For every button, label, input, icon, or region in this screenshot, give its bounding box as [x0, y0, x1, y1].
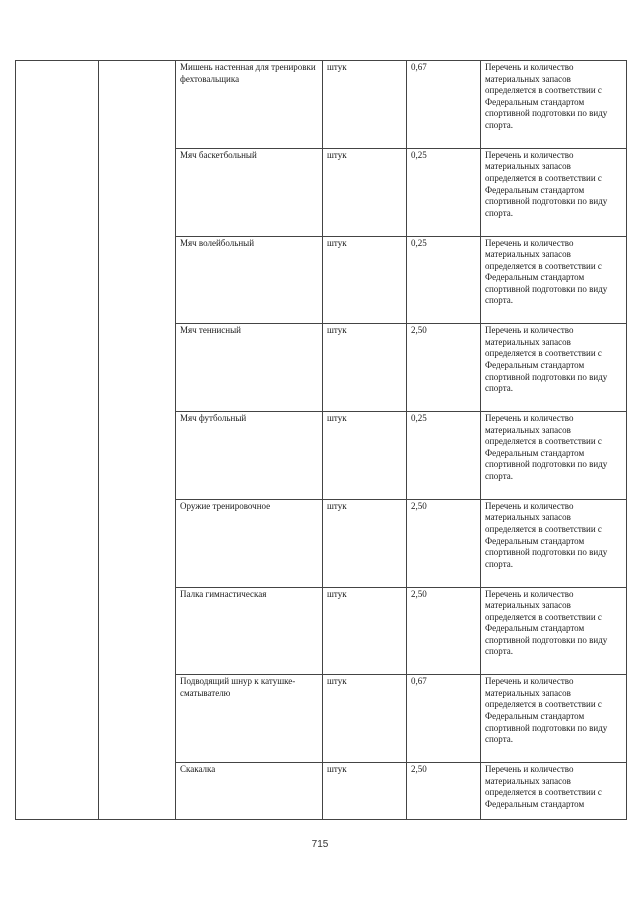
item-unit: штук [323, 324, 407, 412]
blank-cell-col2 [99, 61, 176, 820]
item-quantity: 0,25 [407, 148, 481, 236]
item-note: Перечень и количество материальных запасов определяется в соответствии с Федеральным стандартом спортивной подготовки по виду спорта. [481, 499, 627, 587]
item-note: Перечень и количество материальных запасов определяется в соответствии с Федеральным стандартом спортивной подготовки по виду спорта. [481, 236, 627, 324]
item-quantity: 2,50 [407, 324, 481, 412]
item-quantity: 2,50 [407, 499, 481, 587]
item-name: Подводящий шнур к катушке-сматывателю [176, 675, 323, 763]
item-unit: штук [323, 763, 407, 820]
item-unit: штук [323, 148, 407, 236]
item-name: Мишень настенная для тренировки фехтовальщика [176, 61, 323, 149]
item-quantity: 2,50 [407, 587, 481, 675]
item-unit: штук [323, 499, 407, 587]
item-name: Мяч волейбольный [176, 236, 323, 324]
item-note: Перечень и количество материальных запасов определяется в соответствии с Федеральным стандартом спортивной подготовки по виду спорта. [481, 148, 627, 236]
item-quantity: 0,67 [407, 675, 481, 763]
table-row [16, 61, 627, 149]
item-quantity: 2,50 [407, 763, 481, 820]
item-note: Перечень и количество материальных запасов определяется в соответствии с Федеральным стандартом спортивной подготовки по виду спорта. [481, 412, 627, 500]
item-note: Перечень и количество материальных запасов определяется в соответствии с Федеральным стандартом спортивной подготовки по виду спорта. [481, 324, 627, 412]
item-unit: штук [323, 61, 407, 149]
item-unit: штук [323, 675, 407, 763]
item-name: Скакалка [176, 763, 323, 820]
item-unit: штук [323, 236, 407, 324]
item-quantity: 0,25 [407, 412, 481, 500]
item-note: Перечень и количество материальных запасов определяется в соответствии с Федеральным стандартом спортивной подготовки по виду спорта. [481, 675, 627, 763]
item-unit: штук [323, 412, 407, 500]
item-name: Палка гимнастическая [176, 587, 323, 675]
equipment-table [15, 60, 627, 820]
blank-cell-col1 [16, 61, 99, 820]
page-number: 715 [311, 839, 329, 850]
item-name: Оружие тренировочное [176, 499, 323, 587]
item-note: Перечень и количество материальных запасов определяется в соответствии с Федеральным стандартом спортивной подготовки по виду спорта. [481, 587, 627, 675]
item-note: Перечень и количество материальных запасов определяется в соответствии с Федеральным стандартом [481, 763, 627, 820]
item-unit: штук [323, 587, 407, 675]
item-name: Мяч футбольный [176, 412, 323, 500]
item-note: Перечень и количество материальных запасов определяется в соответствии с Федеральным стандартом спортивной подготовки по виду спорта. [481, 61, 627, 149]
item-name: Мяч баскетбольный [176, 148, 323, 236]
item-quantity: 0,25 [407, 236, 481, 324]
item-name: Мяч теннисный [176, 324, 323, 412]
item-quantity: 0,67 [407, 61, 481, 149]
